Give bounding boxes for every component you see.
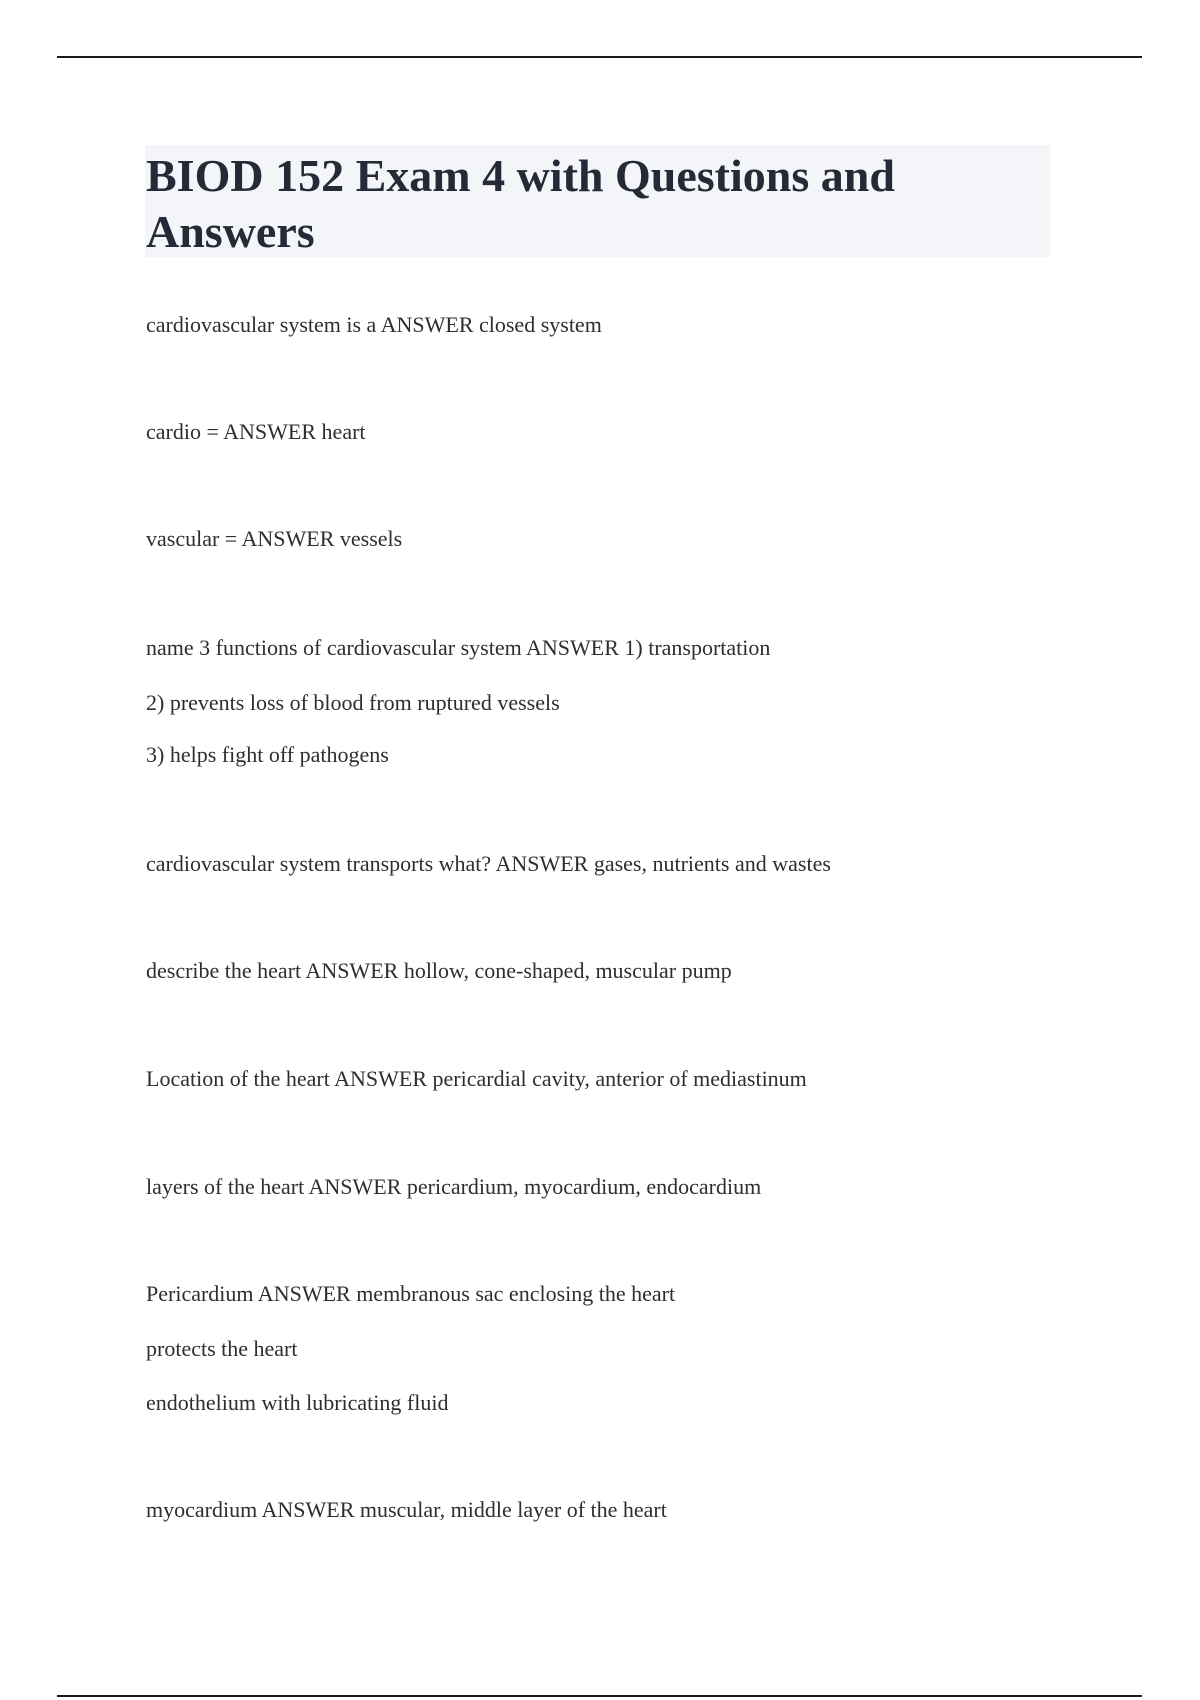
- qa-line: vascular = ANSWER vessels: [146, 526, 403, 551]
- page-title: BIOD 152 Exam 4 with Questions and Answers: [146, 150, 895, 257]
- qa-line: describe the heart ANSWER hollow, cone-shaped, muscular pump: [146, 958, 732, 983]
- qa-line: cardio = ANSWER heart: [146, 419, 366, 444]
- top-rule: [57, 56, 1142, 58]
- qa-line: cardiovascular system transports what? ANSWER gases, nutrients and wastes: [146, 851, 831, 876]
- qa-line: name 3 functions of cardiovascular system ANSWER 1) transportation: [146, 635, 771, 660]
- qa-line: Pericardium ANSWER membranous sac enclosing the heart: [146, 1281, 676, 1306]
- qa-line: 2) prevents loss of blood from ruptured vessels: [146, 690, 560, 715]
- qa-line: Location of the heart ANSWER pericardial cavity, anterior of mediastinum: [146, 1066, 807, 1091]
- qa-line: protects the heart: [146, 1336, 298, 1361]
- qa-line: cardiovascular system is a ANSWER closed system: [146, 312, 602, 337]
- qa-line: myocardium ANSWER muscular, middle layer of the heart: [146, 1497, 667, 1522]
- qa-line: 3) helps fight off pathogens: [146, 742, 389, 767]
- qa-line: layers of the heart ANSWER pericardium, myocardium, endocardium: [146, 1174, 762, 1199]
- qa-line: endothelium with lubricating fluid: [146, 1390, 449, 1415]
- bottom-rule: [57, 1695, 1142, 1697]
